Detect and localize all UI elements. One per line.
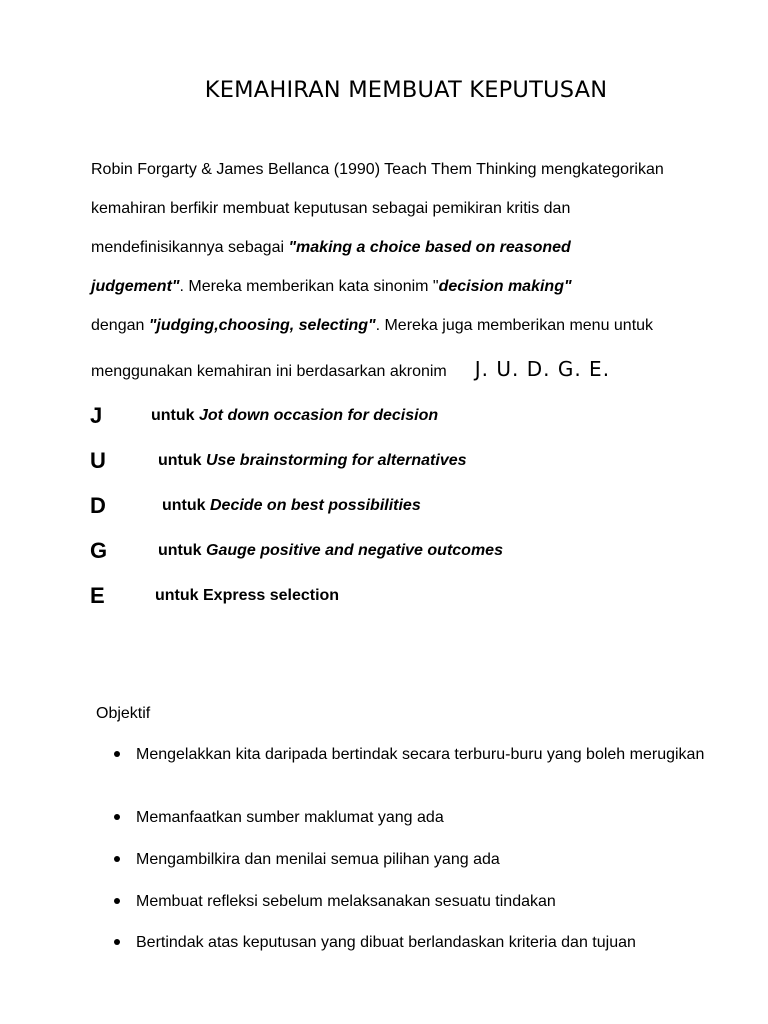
judge-meaning-g [158, 542, 503, 560]
objektif-item-1: Mengelakkan kita daripada bertindak secara terburu-buru yang boleh merugikan [136, 746, 705, 763]
intro-line-2: kemahiran berfikir membuat keputusan sebagai pemikiran kritis dan [91, 200, 571, 217]
intro-line-1: Robin Forgarty & James Bellanca (1990) Teach Them Thinking mengkategorikan [91, 161, 664, 178]
bullet-icon [114, 939, 120, 945]
judge-prefix: untuk [151, 407, 199, 424]
judge-prefix: untuk [155, 587, 203, 604]
judge-prefix: untuk [162, 497, 210, 514]
objektif-item-4: Membuat refleksi sebelum melaksanakan sesuatu tindakan [136, 893, 556, 910]
judge-meaning-u [158, 452, 467, 470]
intro-line-3-text: mendefinisikannya sebagai [91, 239, 289, 256]
objektif-item-2: Memanfaatkan sumber maklumat yang ada [136, 809, 444, 826]
judge-letter-d: D [90, 493, 106, 518]
intro-line-5-text-end: . Mereka juga memberikan menu untuk [375, 317, 654, 334]
judge-letter-g: G [90, 538, 108, 563]
intro-synonym: decision making" [438, 278, 572, 295]
bullet-icon [114, 814, 120, 820]
judge-text: Express selection [203, 587, 340, 604]
intro-line-6 [91, 357, 610, 381]
intro-quote-definition-end: judgement" [91, 278, 180, 295]
intro-line-4 [91, 278, 572, 296]
judge-prefix: untuk [158, 452, 206, 469]
judge-text: Decide on best possibilities [210, 497, 421, 514]
bullet-icon [114, 751, 120, 757]
intro-line-6-text: menggunakan kemahiran ini berdasarkan akronim [91, 363, 447, 380]
page-title: KEMAHIRAN MEMBUAT KEPUTUSAN [204, 77, 608, 103]
judge-acronym: J. U. D. G. E. [474, 357, 611, 381]
intro-line-5 [91, 317, 653, 335]
judge-letter-j: J [90, 403, 103, 428]
bullet-icon [114, 898, 120, 904]
intro-quote-definition: "making a choice based on reasoned [288, 239, 571, 256]
judge-letter-e: E [90, 583, 105, 608]
objektif-item-5: Bertindak atas keputusan yang dibuat berlandaskan kriteria dan tujuan [136, 934, 636, 951]
judge-meaning-j [151, 407, 438, 425]
intro-synonyms-list: "judging,choosing, selecting" [148, 317, 376, 334]
intro-line-5-text: dengan [91, 317, 149, 334]
judge-letter-u: U [90, 448, 106, 473]
judge-text: Jot down occasion for decision [199, 407, 439, 424]
judge-text: Gauge positive and negative outcomes [206, 542, 503, 559]
judge-prefix: untuk [158, 542, 206, 559]
judge-text: Use brainstorming for alternatives [206, 452, 467, 469]
bullet-icon [114, 856, 120, 862]
judge-meaning-d [162, 497, 421, 515]
intro-line-3 [91, 239, 571, 257]
judge-meaning-e [155, 587, 339, 605]
intro-line-4-text: . Mereka memberikan kata sinonim " [179, 278, 439, 295]
objektif-heading: Objektif [96, 705, 151, 722]
objektif-item-3: Mengambilkira dan menilai semua pilihan yang ada [136, 851, 500, 868]
